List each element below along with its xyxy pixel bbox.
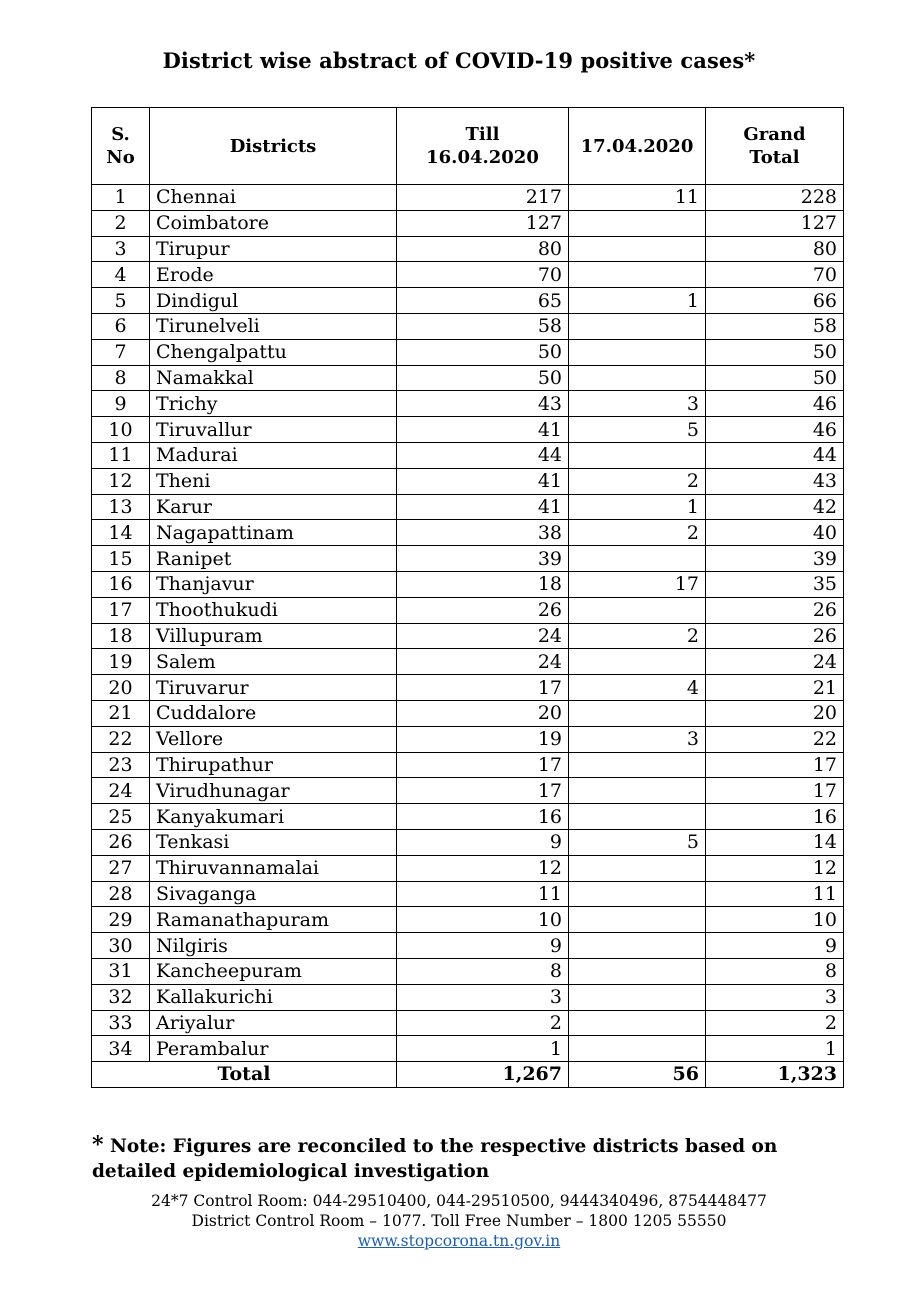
row-total: 17 [706,752,844,778]
row-till: 1 [397,1036,569,1062]
row-till: 39 [397,546,569,572]
row-till: 50 [397,339,569,365]
row-till: 65 [397,288,569,314]
row-day [569,1010,706,1036]
row-till: 80 [397,236,569,262]
row-sno: 23 [92,752,150,778]
row-till: 2 [397,1010,569,1036]
row-day [569,1036,706,1062]
row-sno: 5 [92,288,150,314]
row-total: 80 [706,236,844,262]
row-till: 217 [397,185,569,211]
row-total: 46 [706,417,844,443]
table-row [92,649,844,675]
table-row [92,700,844,726]
table-row [92,881,844,907]
row-total: 40 [706,520,844,546]
row-sno: 6 [92,313,150,339]
table-row [92,494,844,520]
header-till-line1: Till [465,124,500,145]
row-district: Coimbatore [150,210,397,236]
row-day: 2 [569,468,706,494]
header-till-line2: 16.04.2020 [426,147,539,168]
row-total: 21 [706,675,844,701]
row-day: 11 [569,185,706,211]
row-sno: 10 [92,417,150,443]
row-district: Salem [150,649,397,675]
row-sno: 2 [92,210,150,236]
row-total: 17 [706,778,844,804]
total-till: 1,267 [397,1062,569,1088]
row-district: Tenkasi [150,829,397,855]
row-till: 41 [397,417,569,443]
row-day: 3 [569,726,706,752]
row-district: Theni [150,468,397,494]
row-total: 44 [706,442,844,468]
row-day [569,700,706,726]
row-sno: 27 [92,855,150,881]
row-sno: 15 [92,546,150,572]
table-row [92,520,844,546]
row-total: 24 [706,649,844,675]
row-till: 9 [397,829,569,855]
row-day: 5 [569,829,706,855]
row-district: Nilgiris [150,933,397,959]
row-sno: 32 [92,984,150,1010]
cases-table [91,107,844,1088]
row-district: Madurai [150,442,397,468]
row-till: 70 [397,262,569,288]
row-day [569,546,706,572]
row-sno: 33 [92,1010,150,1036]
row-district: Tiruvallur [150,417,397,443]
row-total: 22 [706,726,844,752]
table-row [92,855,844,881]
row-day [569,778,706,804]
table-row [92,185,844,211]
table-row [92,1010,844,1036]
header-grand-line2: Total [749,147,800,168]
table-row [92,210,844,236]
header-sno-line2: No [106,147,135,168]
row-till: 127 [397,210,569,236]
table-row [92,907,844,933]
row-district: Ranipet [150,546,397,572]
row-district: Cuddalore [150,700,397,726]
row-sno: 12 [92,468,150,494]
row-sno: 17 [92,597,150,623]
row-total: 11 [706,881,844,907]
row-sno: 19 [92,649,150,675]
row-till: 12 [397,855,569,881]
header-grand-total [706,108,844,185]
row-district: Sivaganga [150,881,397,907]
row-day [569,210,706,236]
row-total: 20 [706,700,844,726]
document-title: District wise abstract of COVID-19 positive cases* [162,48,756,73]
row-district: Vellore [150,726,397,752]
row-total: 35 [706,571,844,597]
row-total: 10 [706,907,844,933]
row-till: 38 [397,520,569,546]
table-row [92,236,844,262]
footer-website-link[interactable]: www.stopcorona.tn.gov.in [357,1232,561,1250]
row-district: Virudhunagar [150,778,397,804]
row-total: 50 [706,365,844,391]
row-day [569,804,706,830]
row-sno: 28 [92,881,150,907]
table-row [92,984,844,1010]
row-total: 26 [706,623,844,649]
row-district: Thirupathur [150,752,397,778]
row-till: 10 [397,907,569,933]
row-day: 1 [569,494,706,520]
row-total: 228 [706,185,844,211]
row-day: 2 [569,623,706,649]
row-sno: 25 [92,804,150,830]
total-label: Total [92,1062,397,1088]
row-district: Karur [150,494,397,520]
footer-control-room: 24*7 Control Room: 044-29510400, 044-29510500, 9444340496, 8754448477 [151,1192,767,1210]
total-row [92,1062,844,1088]
note-text: Note: Figures are reconciled to the respective districts based on detailed epidemiological investigation [92,1136,778,1182]
row-till: 16 [397,804,569,830]
row-district: Chennai [150,185,397,211]
row-total: 14 [706,829,844,855]
table-row [92,752,844,778]
row-district: Perambalur [150,1036,397,1062]
table-row [92,571,844,597]
row-till: 18 [397,571,569,597]
row-till: 50 [397,365,569,391]
footer-district-control: District Control Room – 1077. Toll Free Number – 1800 1205 55550 [191,1212,727,1230]
table-row [92,675,844,701]
row-till: 24 [397,623,569,649]
row-day [569,984,706,1010]
row-till: 17 [397,778,569,804]
row-day [569,907,706,933]
row-sno: 29 [92,907,150,933]
row-day: 4 [569,675,706,701]
row-day [569,597,706,623]
row-sno: 8 [92,365,150,391]
row-sno: 1 [92,185,150,211]
row-total: 70 [706,262,844,288]
row-district: Kancheepuram [150,958,397,984]
header-grand-line1: Grand [743,124,806,145]
table-row [92,546,844,572]
row-till: 26 [397,597,569,623]
row-total: 39 [706,546,844,572]
row-district: Tirupur [150,236,397,262]
row-total: 12 [706,855,844,881]
row-total: 1 [706,1036,844,1062]
row-day: 1 [569,288,706,314]
row-till: 58 [397,313,569,339]
row-sno: 7 [92,339,150,365]
row-district: Chengalpattu [150,339,397,365]
row-till: 41 [397,494,569,520]
row-till: 11 [397,881,569,907]
row-till: 17 [397,675,569,701]
row-total: 127 [706,210,844,236]
row-day: 2 [569,520,706,546]
row-day [569,855,706,881]
table-row [92,597,844,623]
row-day: 3 [569,391,706,417]
row-sno: 24 [92,778,150,804]
row-day [569,236,706,262]
table-row [92,778,844,804]
row-district: Trichy [150,391,397,417]
table-row [92,365,844,391]
table-row [92,313,844,339]
note-asterisk: * [92,1132,104,1158]
row-total: 26 [706,597,844,623]
row-day: 5 [569,417,706,443]
header-till [397,108,569,185]
row-sno: 30 [92,933,150,959]
row-district: Tiruvarur [150,675,397,701]
row-district: Ramanathapuram [150,907,397,933]
row-till: 9 [397,933,569,959]
table-row [92,958,844,984]
row-till: 24 [397,649,569,675]
row-sno: 31 [92,958,150,984]
table-row [92,726,844,752]
row-total: 50 [706,339,844,365]
row-day [569,365,706,391]
row-sno: 18 [92,623,150,649]
total-day: 56 [569,1062,706,1088]
table-row [92,417,844,443]
header-districts: Districts [150,108,397,185]
row-sno: 20 [92,675,150,701]
row-total: 66 [706,288,844,314]
row-sno: 34 [92,1036,150,1062]
row-till: 43 [397,391,569,417]
row-day [569,933,706,959]
row-day [569,958,706,984]
table-row [92,623,844,649]
row-total: 43 [706,468,844,494]
row-day [569,442,706,468]
row-total: 3 [706,984,844,1010]
total-grand: 1,323 [706,1062,844,1088]
row-total: 2 [706,1010,844,1036]
table-row [92,1036,844,1062]
row-day [569,649,706,675]
row-district: Dindigul [150,288,397,314]
row-till: 8 [397,958,569,984]
table-header-row [92,108,844,185]
row-till: 41 [397,468,569,494]
table-row [92,468,844,494]
row-district: Tirunelveli [150,313,397,339]
footer [0,1191,918,1251]
header-sno [92,108,150,185]
row-district: Thoothukudi [150,597,397,623]
row-total: 46 [706,391,844,417]
row-total: 58 [706,313,844,339]
row-sno: 22 [92,726,150,752]
table-row [92,262,844,288]
note [92,1133,832,1184]
row-total: 42 [706,494,844,520]
table-body [92,185,844,1062]
row-sno: 11 [92,442,150,468]
row-sno: 3 [92,236,150,262]
table-row [92,391,844,417]
header-day: 17.04.2020 [569,108,706,185]
row-day [569,339,706,365]
row-till: 44 [397,442,569,468]
row-day: 17 [569,571,706,597]
row-sno: 21 [92,700,150,726]
row-till: 19 [397,726,569,752]
row-sno: 13 [92,494,150,520]
table-row [92,933,844,959]
row-till: 17 [397,752,569,778]
row-sno: 16 [92,571,150,597]
row-district: Namakkal [150,365,397,391]
table-row [92,829,844,855]
row-district: Ariyalur [150,1010,397,1036]
row-district: Kanyakumari [150,804,397,830]
row-till: 3 [397,984,569,1010]
row-day [569,881,706,907]
row-district: Villupuram [150,623,397,649]
row-sno: 9 [92,391,150,417]
row-district: Thiruvannamalai [150,855,397,881]
row-district: Nagapattinam [150,520,397,546]
table-row [92,804,844,830]
row-district: Erode [150,262,397,288]
row-total: 8 [706,958,844,984]
row-district: Thanjavur [150,571,397,597]
table-row [92,288,844,314]
table-row [92,442,844,468]
row-sno: 4 [92,262,150,288]
row-sno: 14 [92,520,150,546]
header-sno-line1: S. [111,124,130,145]
row-total: 9 [706,933,844,959]
row-sno: 26 [92,829,150,855]
row-till: 20 [397,700,569,726]
row-day [569,313,706,339]
row-day [569,752,706,778]
row-district: Kallakurichi [150,984,397,1010]
table-row [92,339,844,365]
row-day [569,262,706,288]
row-total: 16 [706,804,844,830]
